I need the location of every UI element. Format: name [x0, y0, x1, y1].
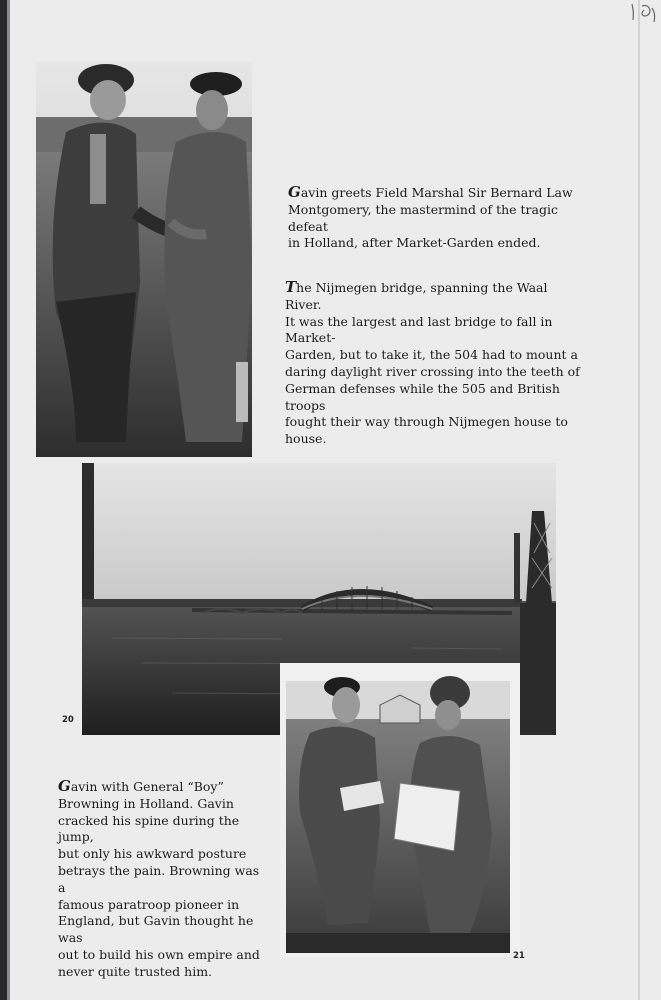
caption-text: avin greets Field Marshal Sir Bernard Law Montgomery, the mastermind of the tragic defeat in Holland, after Market-Garden ended. — [288, 185, 573, 251]
photo-gavin-montgomery — [36, 62, 252, 457]
caption-montgomery — [288, 184, 588, 252]
caption-initial: T — [285, 278, 297, 296]
caption-text: avin with General “Boy” Browning in Holland. Gavin cracked his spine during the jump, but only his awkward posture betrays the pain. Browning was a famous paratroop pioneer in England, but Gavin thought he was out to build his own empire and never quite trusted him. — [58, 779, 260, 979]
handwritten-mark — [628, 2, 658, 26]
binding-spine — [0, 0, 7, 1000]
caption-initial: G — [288, 183, 301, 201]
page-edge — [638, 0, 640, 1000]
caption-initial: G — [58, 777, 71, 795]
caption-bridge — [285, 279, 585, 448]
page-number-right: 21 — [513, 951, 525, 961]
photo-gavin-browning — [280, 663, 520, 957]
caption-browning — [58, 778, 268, 981]
caption-text: he Nijmegen bridge, spanning the Waal River. It was the largest and last bridge to fall in Market- Garden, but to take it, the 504 had to mount a daring daylight river crossing into the teeth of German defenses while the 505 and British troops fought their way through Nijmegen house to house. — [285, 280, 580, 447]
page-number-left: 20 — [62, 715, 74, 725]
binding-shadow — [7, 0, 10, 1000]
